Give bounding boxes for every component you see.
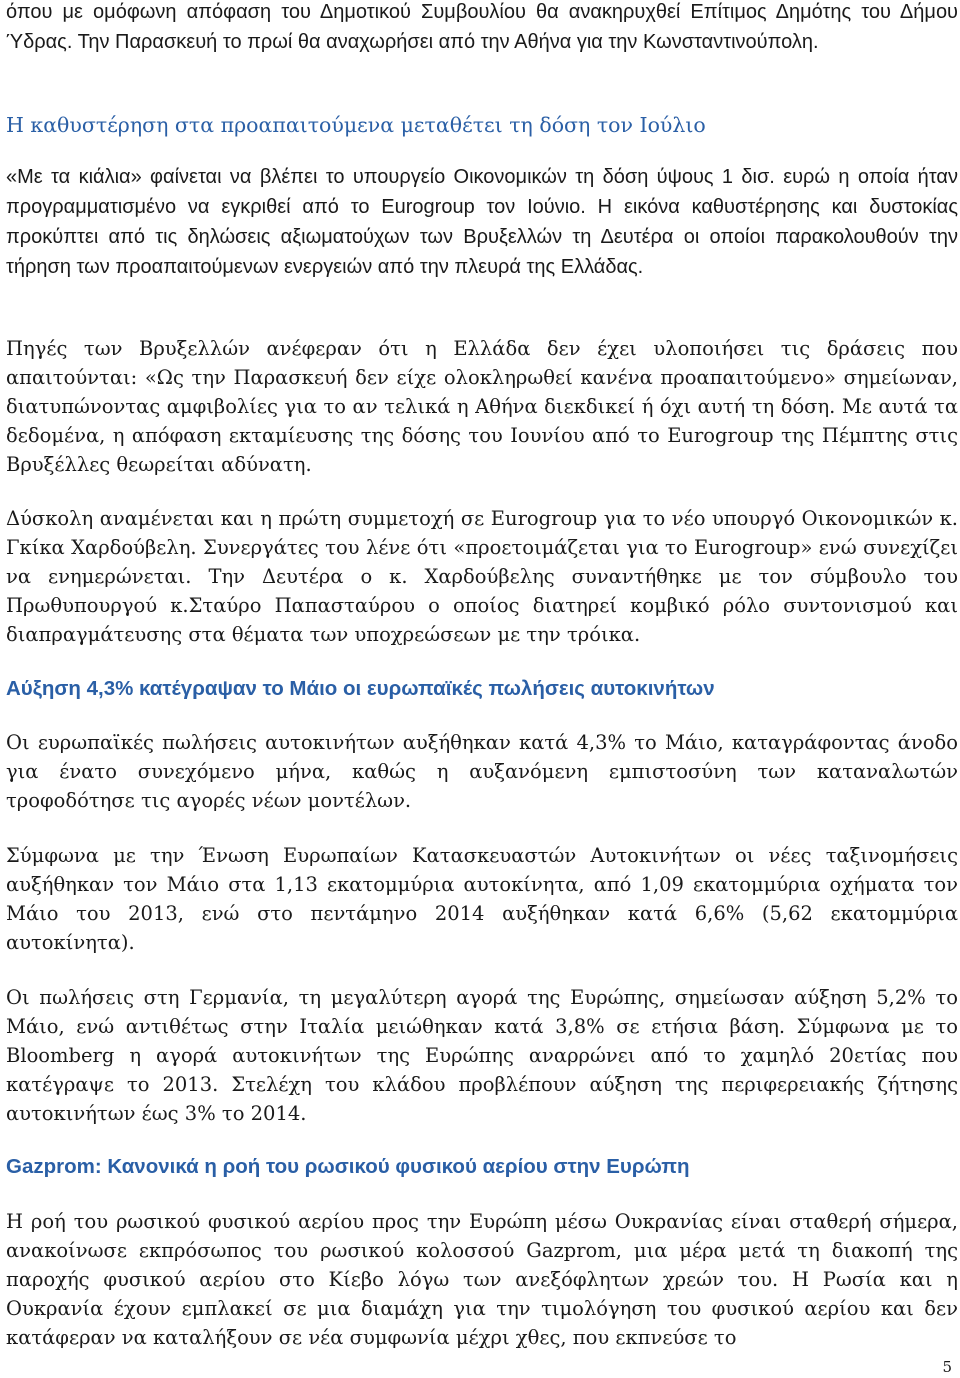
paragraph-hardouvelis: Δύσκολη αναμένεται και η πρώτη συμμετοχή σε Eurogroup για το νέο υπουργό Οικονομικών κ. Γκίκα Χαρδούβελη. Συνεργάτες του λένε ότι «προετοιμάζεται για το Eurogroup» ενώ συνεχίζει να ενημερώνεται. Την Δευτέρα ο κ. Χαρδούβελης συναντήθηκε με τον σύμβουλο του Πρωθυπουργού κ.Σταύρο Παπασταύρου ο οποίος διατηρεί κομβικό ρόλο συντονισμού και διαπραγμάτευσης στα θέματα των υποχρεώσεων με την τρόικα. <box>6 507 958 646</box>
heading-gazprom: Gazprom: Κανονικά η ροή του ρωσικού φυσικού αερίου στην Ευρώπη <box>6 1155 690 1178</box>
paragraph-car-sales: Οι ευρωπαϊκές πωλήσεις αυτοκινήτων αυξήθηκαν κατά 4,3% το Μάιο, καταγράφοντας άνοδο για ένατο συνεχόμενο μήνα, καθώς η αυξανόμενη εμπιστοσύνη των καταναλωτών τροφοδότησε τις αγορές νέων μοντέλων. <box>6 731 958 812</box>
paragraph-intro: όπου με ομόφωνη απόφαση του Δημοτικού Συμβουλίου θα ανακηρυχθεί Επίτιμος Δημότης του Δήμου Ύδρας. Την Παρασκευή το πρωί θα αναχωρήσει από την Αθήνα για την Κωνσταντινούπολη. <box>6 1 958 53</box>
paragraph-installment: «Με τα κιάλια» φαίνεται να βλέπει το υπουργείο Οικονομικών τη δόση ύψους 1 δισ. ευρώ η οποία ήταν προγραμματισμένο να εγκριθεί από το Eurogroup τον Ιούνιο. Η εικόνα καθυστέρησης και δυστοκίας προκύπτει από τις δηλώσεις αξιωματούχων των Βρυξελλών τη Δευτέρα οι οποίοι παρακολουθούν την τήρηση των προαπαιτούμενων ενεργειών από την πλευρά της Ελλάδας. <box>6 166 958 278</box>
heading-installment-delay: Η καθυστέρηση στα προαπαιτούμενα μεταθέτει τη δόση τον Ιούλιο <box>6 113 706 137</box>
paragraph-germany-italy: Οι πωλήσεις στη Γερμανία, τη μεγαλύτερη αγορά της Ευρώπης, σημείωσαν αύξηση 5,2% το Μάιο, ενώ αντιθέτως στην Ιταλία μειώθηκαν κατά 3,8% σε ετήσια βάση. Σύμφωνα με το Bloomberg η αγορά αυτοκινήτων της Ευρώπης αναρρώνει από το χαμηλό 20ετίας που κατέγραψε το 2013. Στελέχη του κλάδου προβλέπουν αύξηση της περιφερειακής ζήτησης αυτοκινήτων έως 3% το 2014. <box>6 986 958 1125</box>
paragraph-gazprom: Η ροή του ρωσικού φυσικού αερίου προς την Ευρώπη μέσω Ουκρανίας είναι σταθερή σήμερα, ανακοίνωσε εκπρόσωπος του ρωσικού κολοσσού Gazprom, μια μέρα μετά τη διακοπή της παροχής φυσικού αερίου στο Κίεβο λόγω των ανεξόφλητων χρεών του. Η Ρωσία και η Ουκρανία έχουν εμπλακεί σε μια διαμάχη για την τιμολόγηση του φυσικού αερίου και δεν κατάφεραν να καταλήξουν σε νέα συμφωνία μέχρι χθες, που εκπνεύσε το <box>6 1210 958 1349</box>
heading-car-sales: Αύξηση 4,3% κατέγραψαν το Μάιο οι ευρωπαϊκές πωλήσεις αυτοκινήτων <box>6 677 715 700</box>
page-number: 5 <box>942 1358 952 1376</box>
paragraph-brussels-sources: Πηγές των Βρυξελλών ανέφεραν ότι η Ελλάδα δεν έχει υλοποιήσει τις δράσεις που απαιτούνται: «Ως την Παρασκευή δεν είχε ολοκληρωθεί κανένα προαπαιτούμενο» σημείωναν, διατυπώνοντας αμφιβολίες για το αν τελικά η Αθήνα διεκδικεί ή όχι αυτή τη δόση. Με αυτά τα δεδομένα, η απόφαση εκταμίευσης της δόσης του Ιουνίου από το Eurogroup της Πέμπτης στις Βρυξέλλες θεωρείται αδύνατη. <box>6 337 958 476</box>
paragraph-acea: Σύμφωνα με την Ένωση Ευρωπαίων Κατασκευαστών Αυτοκινήτων οι νέες ταξινομήσεις αυξήθηκαν τον Μάιο στα 1,13 εκατομμύρια αυτοκίνητα, από 1,09 εκατομμύρια οχήματα τον Μάιο του 2013, ενώ στο πεντάμηνο 2014 αυξήθηκαν κατά 6,6% (5,62 εκατομμύρια αυτοκίνητα). <box>6 844 958 954</box>
